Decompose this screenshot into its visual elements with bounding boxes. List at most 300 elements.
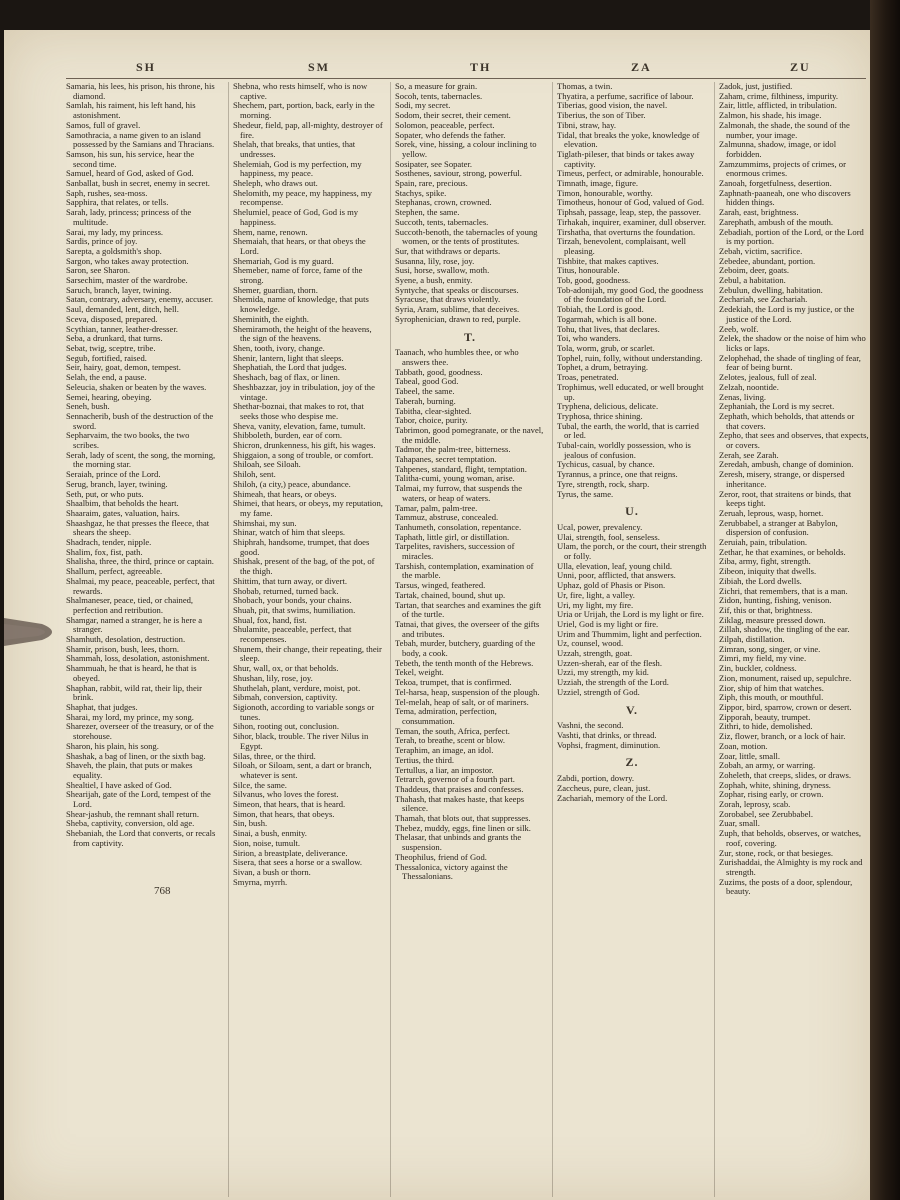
dictionary-entry: Tirshatha, that overturns the foundation. [557, 226, 696, 237]
dictionary-entry: Shemida, name of knowledge, that puts knowledge. [233, 294, 369, 315]
dictionary-entry: Tiberius, the son of Tiber. [557, 110, 646, 121]
dictionary-entry: Sheshbazzar, joy in tribulation, joy of the vintage. [233, 381, 375, 402]
dictionary-entry: Zidon, hunting, fishing, venison. [719, 595, 832, 606]
dictionary-entry: Shadrach, tender, nipple. [66, 537, 152, 548]
dictionary-entry: Spain, rare, precious. [395, 178, 468, 189]
dictionary-entry: Shechem, part, portion, back, early in the morning. [233, 100, 375, 121]
dictionary-entry: Tertius, the third. [395, 754, 455, 765]
dictionary-entry: Shelomith, my peace, my happiness, my recompense. [233, 187, 372, 208]
dictionary-entry: Susi, horse, swallow, moth. [395, 265, 490, 276]
dictionary-entry: Thahash, that makes haste, that keeps silence. [395, 793, 525, 814]
dictionary-entry: Tobiah, the Lord is good. [557, 304, 644, 315]
dictionary-entry: Tel-harsa, heap, suspension of the plough. [395, 686, 540, 697]
dictionary-entry: Shemer, guardian, thorn. [233, 284, 318, 295]
dictionary-entry: Ziz, flower, branch, or a lock of hair. [719, 731, 846, 742]
dictionary-entry: Silvanus, who loves the forest. [233, 789, 339, 800]
dictionary-entry: Zalmonah, the shade, the sound of the number, your image. [719, 119, 850, 140]
dictionary-entry: Zair, little, afflicted, in tribulation. [719, 100, 837, 111]
dictionary-entry: Seth, put, or who puts. [66, 488, 144, 499]
dictionary-entry: Thaddeus, that praises and confesses. [395, 783, 524, 794]
dictionary-entry: Zibiah, the Lord dwells. [719, 575, 802, 586]
dictionary-entry: Talitha-cumi, young woman, arise. [395, 473, 515, 484]
dictionary-entry: Shalmaneser, peace, tied, or chained, perfection and retribution. [66, 595, 194, 615]
dictionary-entry: Shaphat, that judges. [66, 702, 138, 712]
dictionary-entry: Timeus, perfect, or admirable, honourable. [557, 168, 704, 179]
dictionary-entry: Tyrannus, a prince, one that reigns. [557, 469, 678, 480]
dictionary-entry: Uriel, God is my light or fire. [557, 618, 659, 629]
dictionary-entry: Zippor, bird, sparrow, crown or desert. [719, 702, 852, 712]
dictionary-entry: Seneh, bush. [66, 401, 110, 412]
dictionary-entry: Zebadiah, portion of the Lord, or the Lord is my portion. [719, 226, 864, 247]
dictionary-entry: Ziba, army, fight, strength. [719, 556, 811, 567]
dictionary-entry: Sarah, lady, princess; princess of the multitude. [66, 207, 192, 227]
dictionary-entry: Shiloh, (a city,) peace, abundance. [233, 478, 351, 489]
dictionary-entry: Sepharvaim, the two books, the two scribes. [66, 430, 190, 451]
dictionary-entry: Syrophenician, drawn to red, purple. [395, 313, 521, 324]
dictionary-entry: Shuthelah, plant, verdure, moist, pot. [233, 682, 361, 693]
dictionary-entry: Ucal, power, prevalency. [557, 521, 643, 532]
dictionary-entry: Tiglath-pileser, that binds or takes away captivity. [557, 148, 695, 169]
dictionary-entry: Tophet, a drum, betraying. [557, 362, 649, 373]
dictionary-entry: Seraiah, prince of the Lord. [66, 469, 161, 480]
dictionary-page [4, 30, 872, 1200]
dictionary-entry: Sodi, my secret. [395, 100, 451, 111]
dictionary-entry: Zin, buckler, coldness. [719, 663, 797, 674]
dictionary-entry: Tob, good, goodness. [557, 275, 631, 286]
dictionary-entry: Shobach, your bonds, your chains. [233, 595, 352, 606]
dictionary-entry: Samson, his sun, his service, hear the second time. [66, 148, 195, 169]
dictionary-entry: Tob-adonijah, my good God, the goodness of the foundation of the Lord. [557, 284, 704, 305]
dictionary-entry: Ulla, elevation, leaf, young child. [557, 560, 673, 571]
dictionary-entry: Sennacherib, bush of the destruction of the sword. [66, 410, 214, 431]
dictionary-entry: Zaphnath-paaneah, one who discovers hidden things. [719, 187, 851, 208]
dictionary-entry: Shicron, drunkenness, his gift, his wages. [233, 440, 376, 451]
dictionary-entry: Solomon, peaceable, perfect. [395, 119, 495, 130]
header-za: ZA [631, 60, 652, 74]
dictionary-entry: Zichri, that remembers, that is a man. [719, 585, 848, 596]
dictionary-entry: Sarsechim, master of the wardrobe. [66, 275, 188, 286]
dictionary-entry: Zebah, victim, sacrifice. [719, 245, 803, 256]
dictionary-entry: Shaalbim, that beholds the heart. [66, 498, 179, 509]
dictionary-entry: Taberah, burning. [395, 395, 456, 406]
dictionary-entry: Zebul, a habitation. [719, 275, 786, 286]
dictionary-entry: Taphath, little girl, or distillation. [395, 531, 510, 542]
dictionary-entry: Shinar, watch of him that sleeps. [233, 527, 346, 538]
dictionary-entry: Zur, stone, rock, or that besieges. [719, 847, 833, 858]
dictionary-entry: Shem, name, renown. [233, 226, 308, 237]
dictionary-entry: Sheshach, bag of flax, or linen. [233, 372, 340, 383]
dictionary-entry: Tartak, chained, bound, shut up. [395, 589, 506, 600]
header-zu: ZU [790, 60, 811, 74]
dictionary-entry: Zion, monument, raised up, sepulchre. [719, 672, 852, 683]
dictionary-entry: Troas, penetrated. [557, 372, 619, 383]
dictionary-entry: Saph, rushes, sea-moss. [66, 187, 148, 198]
dictionary-entry: Siloah, or Siloam, sent, a dart or branch, whatever is sent. [233, 760, 372, 780]
dictionary-entry: Samuel, heard of God, asked of God. [66, 168, 194, 179]
dictionary-entry: Tadmor, the palm-tree, bitterness. [395, 444, 511, 455]
column-3 [390, 82, 545, 1197]
dictionary-entry: Zarah, east, brightness. [719, 207, 799, 218]
dictionary-entry: Sin, bush. [233, 818, 268, 829]
dictionary-entry: Zeror, root, that straitens or binds, that keeps tight. [719, 488, 852, 509]
dictionary-entry: Sharai, my lord, my prince, my song. [66, 711, 194, 722]
dictionary-entry: Syria, Aram, sublime, that deceives. [395, 304, 520, 315]
dictionary-entry: Shethar-boznai, that makes to rot, that seeks those who despise me. [233, 401, 364, 421]
dictionary-entry: Sur, that withdraws or departs. [395, 245, 501, 256]
dictionary-entry: Sirion, a breastplate, deliverance. [233, 847, 348, 858]
dictionary-entry: Tubal-cain, worldly possession, who is jealous of confusion. [557, 440, 691, 460]
column-headers [66, 60, 866, 79]
dictionary-entry: Tarsus, winged, feathered. [395, 580, 486, 591]
dictionary-entry: Thamah, that blots out, that suppresses. [395, 813, 531, 824]
dictionary-entry: Uria or Urijah, the Lord is my light or fire. [557, 609, 704, 620]
dictionary-entry: Zephaniah, the Lord is my secret. [719, 401, 835, 412]
dictionary-entry: Shishak, present of the bag, of the pot, of the thigh. [233, 556, 375, 577]
dictionary-entry: Segub, fortified, raised. [66, 352, 147, 363]
dictionary-entry: Uzziah, the strength of the Lord. [557, 677, 669, 688]
dictionary-entry: Uzzah, strength, goat. [557, 648, 633, 659]
dictionary-entry: Shiggaion, a song of trouble, or comfort. [233, 449, 374, 460]
dictionary-entry: Tirzah, benevolent, complaisant, well pleasing. [557, 236, 687, 256]
dictionary-entry: Samothracia, a name given to an island possessed by the Samians and Thracians. [66, 129, 215, 150]
dictionary-entry: Shunem, their change, their repeating, their sleep. [233, 643, 382, 664]
dictionary-entry: Stephanas, crown, crowned. [395, 197, 492, 208]
dictionary-entry: Shelumiel, peace of God, God is my happiness. [233, 207, 359, 227]
dictionary-entry: Tishbite, that makes captives. [557, 255, 659, 266]
dictionary-entry: Tabeal, good God. [395, 376, 459, 387]
dictionary-entry: Zimri, my field, my vine. [719, 653, 807, 664]
dictionary-entry: Shimei, that hears, or obeys, my reputation, my fame. [233, 498, 383, 518]
dictionary-entry: Stephen, the same. [395, 207, 460, 218]
dictionary-entry: Tammuz, abstruse, concealed. [395, 512, 499, 523]
dictionary-entry: Sheba, captivity, conversion, old age. [66, 818, 195, 829]
dictionary-entry: Samlah, his raiment, his left hand, his astonishment. [66, 100, 196, 121]
column-2 [228, 82, 383, 1197]
dictionary-entry: Uzziel, strength of God. [557, 686, 640, 697]
dictionary-entry: Zarephath, ambush of the mouth. [719, 216, 834, 227]
dictionary-entry: Shen, tooth, ivory, change. [233, 342, 325, 353]
dictionary-entry: Tanhumeth, consolation, repentance. [395, 521, 522, 532]
dictionary-entry: Sheva, vanity, elevation, fame, tumult. [233, 420, 366, 431]
dictionary-entry: Sharezer, overseer of the treasury, or of the storehouse. [66, 721, 214, 742]
page-number: 768 [154, 885, 171, 897]
dictionary-entry: Timotheus, honour of God, valued of God. [557, 197, 704, 208]
dictionary-entry: Tema, admiration, perfection, consummation. [395, 706, 497, 726]
dictionary-entry: Uz, counsel, wood. [557, 638, 624, 649]
dictionary-entry: Zelotes, jealous, full of zeal. [719, 372, 817, 383]
dictionary-entry: Shelemiah, God is my perfection, my happiness, my peace. [233, 158, 362, 179]
dictionary-entry: Shaaraim, gates, valuation, hairs. [66, 507, 180, 518]
dictionary-entry: Toi, who wanders. [557, 333, 621, 344]
dictionary-entry: Trophimus, well educated, or well brought up. [557, 381, 704, 402]
dictionary-entry: Tarpelites, ravishers, succession of miracles. [395, 541, 515, 562]
dictionary-entry: Vashni, the second. [557, 720, 624, 731]
dictionary-entry: Ulai, strength, fool, senseless. [557, 531, 660, 542]
dictionary-entry: Zabdi, portion, dowry. [557, 773, 635, 784]
dictionary-entry: Tiphsah, passage, leap, step, the passover. [557, 207, 701, 218]
dictionary-entry: Terah, to breathe, scent or blow. [395, 735, 506, 746]
section-heading-u: U. [625, 504, 639, 519]
page-tab-marker-icon [4, 610, 64, 654]
dictionary-entry: Zobah, an army, or warring. [719, 760, 816, 771]
dictionary-entry: Thessalonica, victory against the Thessalonians. [395, 861, 508, 882]
dictionary-entry: Zerubbabel, a stranger at Babylon, dispersion of confusion. [719, 517, 838, 538]
header-sm: SM [308, 60, 330, 74]
column-1 [66, 82, 216, 1197]
dictionary-entry: Timon, honourable, worthy. [557, 187, 653, 198]
dictionary-entry: Tertullus, a liar, an impostor. [395, 764, 494, 775]
dictionary-entry: Sapphira, that relates, or tells. [66, 197, 169, 208]
dictionary-entry: Semei, hearing, obeying. [66, 391, 152, 402]
dictionary-entry: Tola, worm, grub, or scarlet. [557, 342, 655, 353]
dictionary-entry: Shiphrah, handsome, trumpet, that does good. [233, 537, 370, 557]
dictionary-entry: Silce, the same. [233, 779, 287, 790]
dictionary-entry: Tartan, that searches and examines the gift of the turtle. [395, 599, 542, 620]
dictionary-entry: Shebaniah, the Lord that converts, or recals from captivity. [66, 828, 216, 848]
dictionary-entry: Tyre, strength, rock, sharp. [557, 478, 650, 489]
dictionary-entry: Zurishaddai, the Almighty is my rock and strength. [719, 857, 863, 877]
dictionary-entry: Sisera, that sees a horse or a swallow. [233, 857, 363, 868]
dictionary-entry: Shedeur, field, pap, all-mighty, destroyer of fire. [233, 119, 383, 140]
dictionary-entry: Shiloh, sent. [233, 469, 276, 480]
dictionary-entry: Zenas, living. [719, 391, 767, 402]
dictionary-entry: Shalisha, three, the third, prince or captain. [66, 556, 214, 567]
dictionary-entry: Shalmai, my peace, peaceable, perfect, that rewards. [66, 575, 215, 596]
dictionary-entry: Zalmunna, shadow, image, or idol forbidden. [719, 139, 837, 159]
dictionary-entry: Tubal, the earth, the world, that is carried or led. [557, 420, 699, 441]
dictionary-entry: Sosipater, see Sopater. [395, 158, 472, 169]
dictionary-entry: Sarai, my lady, my princess. [66, 226, 164, 237]
dictionary-entry: Sebat, twig, sceptre, tribe. [66, 342, 156, 353]
dictionary-entry: Zethar, he that examines, or beholds. [719, 546, 846, 557]
dictionary-entry: Zophar, rising early, or crown. [719, 789, 824, 800]
dictionary-entry: Tryphosa, thrice shining. [557, 410, 643, 421]
dictionary-entry: Tetrarch, governor of a fourth part. [395, 774, 515, 785]
dictionary-entry: Simon, that hears, that obeys. [233, 808, 335, 819]
dictionary-entry: Zeredah, ambush, change of dominion. [719, 459, 854, 470]
dictionary-entry: Shephatiah, the Lord that judges. [233, 362, 347, 373]
dictionary-entry: Syracuse, that draws violently. [395, 294, 501, 305]
dictionary-entry: Thomas, a twin. [557, 82, 613, 91]
dictionary-entry: Seir, hairy, goat, demon, tempest. [66, 362, 181, 373]
dictionary-entry: Zephath, which beholds, that attends or that covers. [719, 410, 855, 431]
dictionary-entry: Shemaiah, that hears, or that obeys the Lord. [233, 236, 366, 256]
dictionary-entry: Shealtiel, I have asked of God. [66, 779, 172, 790]
dictionary-entry: Zillah, shadow, the tingling of the ear. [719, 624, 850, 635]
dictionary-entry: Thebez, muddy, eggs, fine linen or silk. [395, 822, 531, 833]
dictionary-entry: Tychicus, casual, by chance. [557, 459, 655, 470]
dictionary-entry: Uzzi, my strength, my kid. [557, 667, 649, 678]
dictionary-entry: Sheminith, the eighth. [233, 313, 309, 324]
dictionary-entry: Silas, three, or the third. [233, 750, 316, 761]
dictionary-entry: Sanballat, bush in secret, enemy in secret. [66, 178, 210, 189]
dictionary-entry: Tebah, murder, butchery, guarding of the body, a cook. [395, 638, 536, 659]
dictionary-entry: Zibeon, iniquity that dwells. [719, 566, 817, 577]
dictionary-entry: Zuzims, the posts of a door, splendour, beauty. [719, 876, 853, 897]
dictionary-entry: Tabrimon, good pomegranate, or the navel, the middle. [395, 424, 544, 445]
dictionary-entry: So, a measure for grain. [395, 82, 478, 91]
dictionary-entry: Shamhuth, desolation, destruction. [66, 634, 186, 645]
dictionary-entry: Succoth-benoth, the tabernacles of young women, or the tents of prostitutes. [395, 226, 538, 247]
dictionary-entry: Zuph, that beholds, observes, or watches, roof, covering. [719, 828, 862, 848]
dictionary-entry: Zilpah, distillation. [719, 634, 785, 645]
text-columns [66, 82, 872, 1200]
dictionary-entry: Sharon, his plain, his song. [66, 740, 159, 751]
dictionary-entry: Shallum, perfect, agreeable. [66, 566, 163, 577]
dictionary-entry: Tekel, weight. [395, 667, 444, 678]
dictionary-entry: Zebulun, dwelling, habitation. [719, 284, 823, 295]
dictionary-entry: Shenir, lantern, light that sleeps. [233, 352, 344, 363]
dictionary-entry: Teraphim, an image, an idol. [395, 745, 494, 756]
dictionary-entry: Shamir, prison, bush, lees, thorn. [66, 643, 180, 654]
dictionary-entry: Zif, this or that, brightness. [719, 604, 813, 615]
dictionary-entry: Tahpenes, standard, flight, temptation. [395, 463, 527, 474]
dictionary-entry: Zipporah, beauty, trumpet. [719, 711, 811, 722]
dictionary-entry: Zachariah, memory of the Lord. [557, 792, 668, 803]
dictionary-entry: Zeboim, deer, goats. [719, 265, 790, 276]
dictionary-entry: Syene, a bush, enmity. [395, 275, 473, 286]
dictionary-entry: Smyrna, myrrh. [233, 876, 288, 887]
dictionary-entry: Thelasar, that unbinds and grants the suspension. [395, 832, 522, 853]
dictionary-entry: Talmai, my furrow, that suspends the waters, or heap of waters. [395, 483, 523, 503]
dictionary-entry: Zebedee, abundant, portion. [719, 255, 816, 266]
dictionary-entry: Zelzah, noontide. [719, 381, 779, 392]
dictionary-entry: Ulam, the porch, or the court, their strength or folly. [557, 541, 707, 562]
dictionary-entry: Stachys, spike. [395, 187, 447, 198]
dictionary-entry: Zoan, motion. [719, 740, 768, 751]
dictionary-entry: Tahapanes, secret temptation. [395, 454, 497, 465]
dictionary-entry: Sceva, disposed, prepared. [66, 313, 158, 324]
dictionary-entry: Sihon, rooting out, conclusion. [233, 721, 339, 732]
dictionary-entry: Shashak, a bag of linen, or the sixth bag. [66, 750, 206, 761]
dictionary-entry: Shemiramoth, the height of the heavens, the sign of the heavens. [233, 323, 372, 344]
dictionary-entry: Shelah, that breaks, that unties, that undresses. [233, 139, 356, 159]
dictionary-entry: Tamar, palm, palm-tree. [395, 502, 478, 513]
column-5 [714, 82, 869, 1197]
dictionary-entry: Shemeber, name of force, fame of the strong. [233, 265, 363, 286]
dictionary-entry: Tatnai, that gives, the overseer of the gifts and tributes. [395, 618, 540, 639]
dictionary-entry: Succoth, tents, tabernacles. [395, 216, 489, 227]
dictionary-entry: Sardis, prince of joy. [66, 236, 138, 247]
dictionary-entry: Shiloah, see Siloah. [233, 459, 301, 470]
dictionary-entry: Titus, honourable. [557, 265, 620, 276]
dictionary-entry: Shur, wall, ox, or that beholds. [233, 663, 339, 674]
dictionary-entry: Saron, see Sharon. [66, 265, 130, 276]
dictionary-entry: Taanach, who humbles thee, or who answers thee. [395, 347, 519, 367]
dictionary-entry: Tiberias, good vision, the navel. [557, 100, 668, 111]
dictionary-entry: Timnath, image, figure. [557, 178, 639, 189]
header-sh: SH [136, 60, 157, 74]
dictionary-entry: Theophilus, friend of God. [395, 851, 487, 862]
dictionary-entry: Sibmah, conversion, captivity. [233, 692, 338, 703]
dictionary-entry: Tekoa, trumpet, that is confirmed. [395, 677, 512, 688]
dictionary-entry: Zanoah, forgetfulness, desertion. [719, 178, 832, 189]
dictionary-entry: Tabor, choice, purity. [395, 415, 468, 426]
dictionary-entry: Ur, fire, light, a valley. [557, 589, 635, 600]
dictionary-entry: Zaccheus, pure, clean, just. [557, 782, 651, 793]
dictionary-entry: Shamgar, named a stranger, he is here a stranger. [66, 614, 203, 635]
dictionary-entry: Unni, poor, afflicted, that answers. [557, 570, 676, 581]
dictionary-entry: Zophah, white, shining, dryness. [719, 779, 831, 790]
dictionary-entry: Shalim, fox, fist, path. [66, 546, 143, 557]
dictionary-entry: Togarmah, which is all bone. [557, 313, 657, 324]
dictionary-entry: Zalmon, his shade, his image. [719, 110, 822, 121]
dictionary-entry: Susanna, lily, rose, joy. [395, 255, 475, 266]
dictionary-entry: Zimran, song, singer, or vine. [719, 643, 821, 654]
dictionary-entry: Scythian, tanner, leather-dresser. [66, 323, 178, 334]
dictionary-entry: Shushan, lily, rose, joy. [233, 672, 313, 683]
dictionary-entry: Zeeb, wolf. [719, 323, 759, 334]
dictionary-entry: Shaashgaz, he that presses the fleece, that shears the sheep. [66, 517, 210, 538]
dictionary-entry: Sodom, their secret, their cement. [395, 110, 511, 121]
dictionary-entry: Shimeah, that hears, or obeys. [233, 488, 337, 499]
dictionary-entry: Samos, full of gravel. [66, 119, 141, 130]
dictionary-entry: Zeresh, misery, strange, or dispersed inheritance. [719, 469, 845, 489]
dictionary-entry: Serah, lady of scent, the song, the morning, the morning star. [66, 449, 216, 470]
dictionary-entry: Shibboleth, burden, ear of corn. [233, 430, 343, 441]
dictionary-entry: Zamzummims, projects of crimes, or enormous crimes. [719, 158, 846, 179]
dictionary-entry: Uri, my light, my fire. [557, 599, 634, 610]
dictionary-entry: Tirhakah, inquirer, examiner, dull observer. [557, 216, 706, 227]
dictionary-entry: Sorek, vine, hissing, a colour inclining to yellow. [395, 139, 537, 159]
dictionary-entry: Syntyche, that speaks or discourses. [395, 284, 519, 295]
dictionary-entry: Sinai, a bush, enmity. [233, 828, 307, 839]
dictionary-entry: Shear-jashub, the remnant shall return. [66, 808, 199, 819]
dictionary-entry: Urim and Thummim, light and perfection. [557, 628, 702, 639]
dictionary-entry: Samaria, his lees, his prison, his throne, his diamond. [66, 82, 215, 101]
dictionary-entry: Tebeth, the tenth month of the Hebrews. [395, 657, 534, 668]
dictionary-entry: Vashti, that drinks, or thread. [557, 730, 657, 740]
dictionary-entry: Sihor, black, trouble. The river Nilus in Egypt. [233, 731, 369, 751]
dictionary-entry: Saruch, branch, layer, twining. [66, 284, 172, 295]
dictionary-entry: Sargon, who takes away protection. [66, 255, 189, 266]
dictionary-entry: Zerah, see Zarah. [719, 449, 779, 460]
dictionary-entry: Shaveh, the plain, that puts or makes equality. [66, 760, 193, 780]
dictionary-entry: Tohu, that lives, that declares. [557, 323, 660, 334]
dictionary-entry: Tabeel, the same. [395, 386, 455, 397]
section-heading-t: T. [463, 329, 477, 344]
dictionary-entry: Seleucia, shaken or beaten by the waves. [66, 381, 207, 392]
dictionary-entry: Ziph, this mouth, or mouthful. [719, 692, 824, 703]
dictionary-entry: Zior, ship of him that watches. [719, 682, 824, 693]
dictionary-entry: Shammah, loss, desolation, astonishment. [66, 653, 210, 664]
dictionary-entry: Socoh, tents, tabernacles. [395, 90, 483, 101]
dictionary-entry: Sivan, a bush or thorn. [233, 866, 311, 877]
dictionary-entry: Tryphena, delicious, delicate. [557, 401, 659, 412]
dictionary-entry: Zaham, crime, filthiness, impurity. [719, 90, 839, 101]
dictionary-entry: Tarshish, contemplation, examination of the marble. [395, 560, 534, 581]
dictionary-entry: Shaphan, rabbit, wild rat, their lip, their brink. [66, 682, 203, 703]
dictionary-entry: Sopater, who defends the father. [395, 129, 506, 140]
dictionary-entry: Sion, noise, tumult. [233, 837, 301, 848]
dictionary-entry: Shittim, that turn away, or divert. [233, 575, 348, 586]
dictionary-entry: Uzzen-sherah, ear of the flesh. [557, 657, 662, 668]
header-th: TH [470, 60, 492, 74]
dictionary-entry: Tophel, ruin, folly, without understanding. [557, 352, 703, 363]
dictionary-entry: Zeruah, leprous, wasp, hornet. [719, 507, 824, 518]
dictionary-entry: Shimshai, my sun. [233, 517, 297, 528]
dictionary-entry: Shemariah, God is my guard. [233, 255, 334, 266]
dictionary-entry: Zorobabel, see Zerubbabel. [719, 808, 814, 819]
dictionary-entry: Vophsi, fragment, diminution. [557, 739, 661, 750]
dictionary-entry: Sarepta, a goldsmith's shop. [66, 245, 162, 256]
dictionary-entry: Thyatira, a perfume, sacrifice of labour. [557, 90, 694, 101]
dictionary-entry: Zedekiah, the Lord is my justice, or the justice of the Lord. [719, 304, 855, 324]
dictionary-entry: Tibni, straw, hay. [557, 119, 616, 130]
dictionary-entry: Shuah, pit, that swims, humiliation. [233, 604, 356, 615]
dictionary-entry: Shammuah, he that is heard, he that is obeyed. [66, 663, 197, 683]
section-heading-v: V. [625, 702, 639, 717]
